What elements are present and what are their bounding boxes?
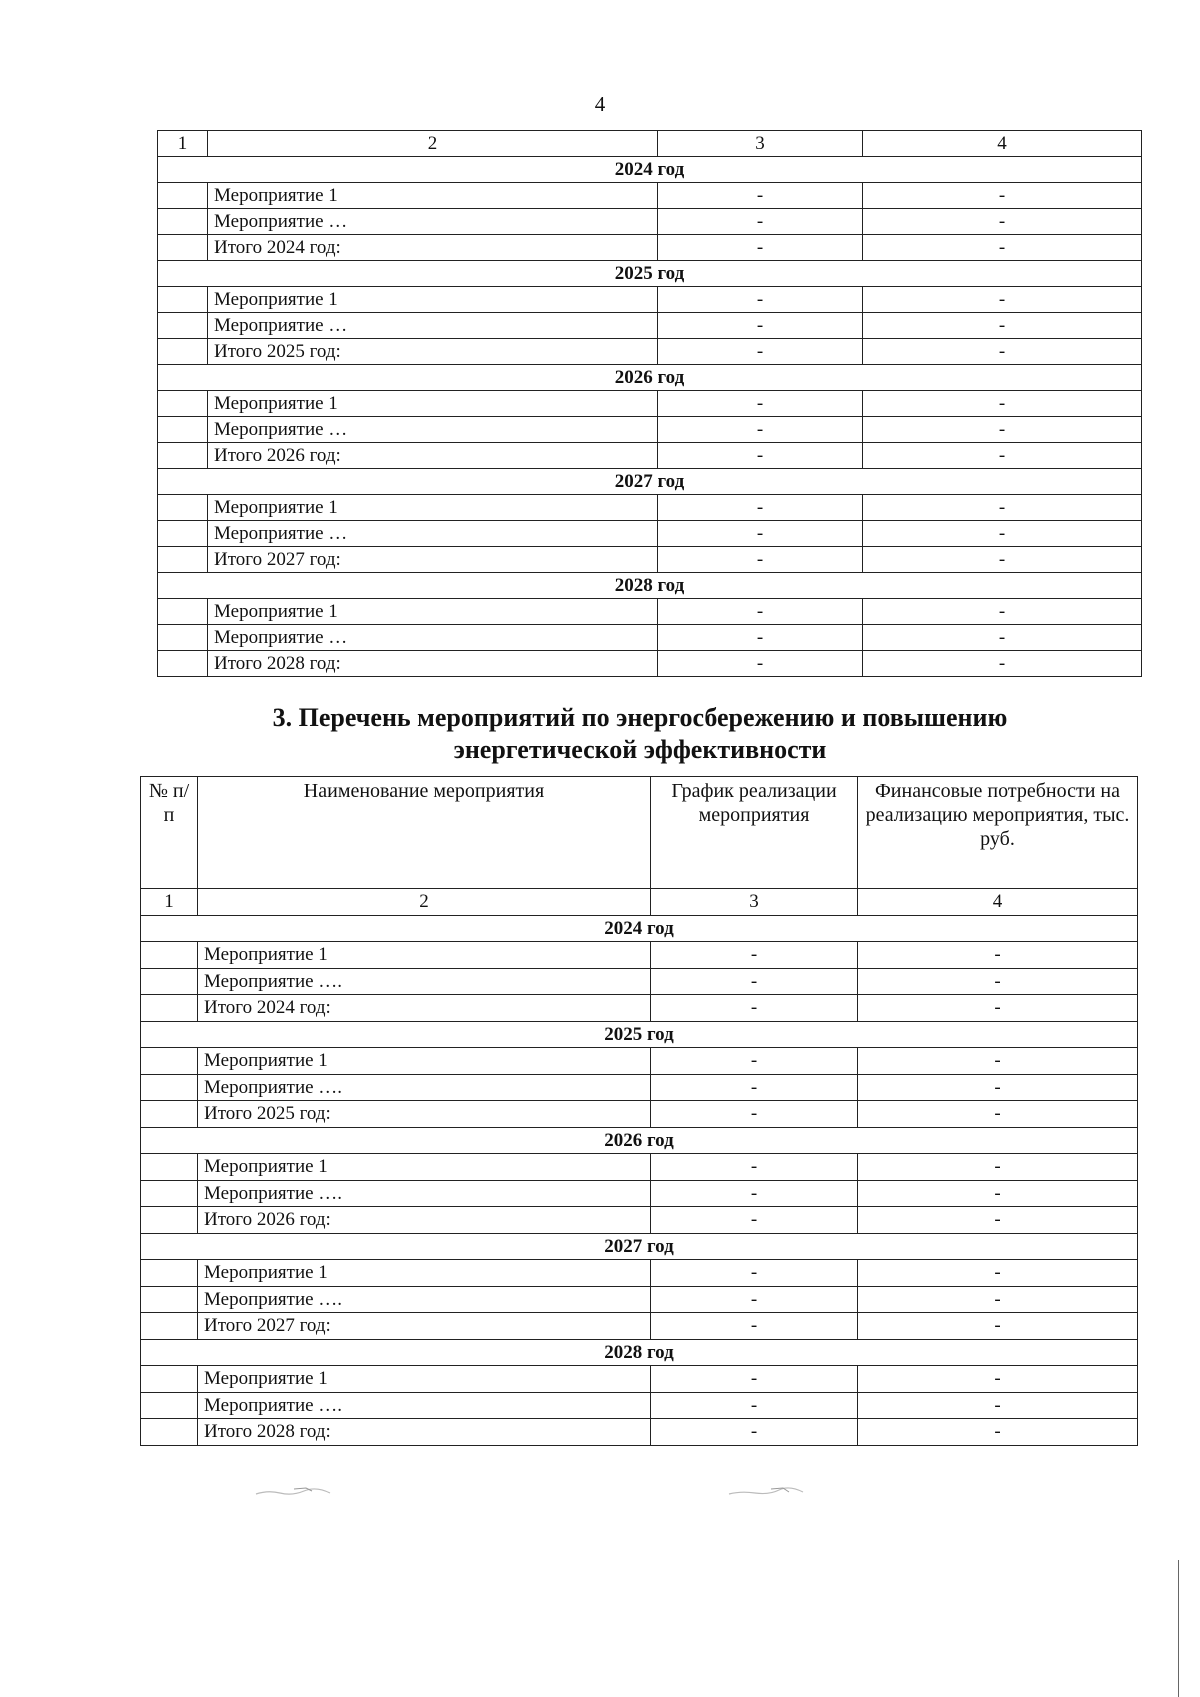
measure-name: Мероприятие 1 [198, 1366, 651, 1393]
total-schedule: - [651, 1313, 858, 1340]
measure-finance: - [858, 1392, 1138, 1419]
year-heading: 2026 год [141, 1127, 1138, 1154]
measure-name: Мероприятие … [208, 521, 658, 547]
measure-schedule: - [658, 599, 863, 625]
year-row [158, 261, 1142, 287]
column-number: 1 [158, 131, 208, 157]
measure-schedule: - [658, 183, 863, 209]
total-label: Итого 2024 год: [208, 235, 658, 261]
table-row [141, 1180, 1138, 1207]
total-finance: - [863, 443, 1142, 469]
measure-finance: - [858, 1180, 1138, 1207]
total-row [141, 1419, 1138, 1446]
table-row [141, 1392, 1138, 1419]
measure-name: Мероприятие …. [198, 1180, 651, 1207]
measure-name: Мероприятие 1 [208, 599, 658, 625]
total-finance: - [863, 651, 1142, 677]
total-schedule: - [658, 547, 863, 573]
year-heading: 2026 год [158, 365, 1142, 391]
row-number-cell [158, 391, 208, 417]
total-finance: - [858, 1419, 1138, 1446]
column-number: 2 [198, 889, 651, 916]
total-schedule: - [658, 651, 863, 677]
measure-name: Мероприятие 1 [208, 391, 658, 417]
year-row [158, 157, 1142, 183]
year-row [158, 469, 1142, 495]
measure-finance: - [858, 1286, 1138, 1313]
measure-schedule: - [651, 1154, 858, 1181]
measure-name: Мероприятие …. [198, 1392, 651, 1419]
measures-table-continued [157, 130, 1142, 677]
row-number-cell [141, 1180, 198, 1207]
row-number-cell [141, 1392, 198, 1419]
total-finance: - [858, 995, 1138, 1022]
total-row [158, 339, 1142, 365]
measure-schedule: - [651, 1366, 858, 1393]
total-row [158, 235, 1142, 261]
row-number-cell [158, 313, 208, 339]
measure-name: Мероприятие 1 [208, 287, 658, 313]
row-number-cell [158, 625, 208, 651]
scan-edge-line [1178, 1560, 1179, 1697]
year-row [141, 915, 1138, 942]
row-number-cell [158, 339, 208, 365]
table-row [158, 625, 1142, 651]
total-label: Итого 2028 год: [198, 1419, 651, 1446]
table-row [158, 313, 1142, 339]
total-schedule: - [651, 1101, 858, 1128]
section-heading [140, 702, 1140, 766]
measure-schedule: - [651, 1180, 858, 1207]
measure-schedule: - [658, 287, 863, 313]
measure-name: Мероприятие 1 [198, 1260, 651, 1287]
measure-name: Мероприятие 1 [208, 495, 658, 521]
total-label: Итого 2025 год: [198, 1101, 651, 1128]
measure-finance: - [858, 968, 1138, 995]
total-label: Итого 2026 год: [198, 1207, 651, 1234]
row-number-cell [158, 235, 208, 261]
measure-name: Мероприятие … [208, 625, 658, 651]
total-finance: - [858, 1101, 1138, 1128]
measure-schedule: - [658, 417, 863, 443]
total-label: Итого 2028 год: [208, 651, 658, 677]
total-label: Итого 2027 год: [198, 1313, 651, 1340]
measure-finance: - [863, 183, 1142, 209]
row-number-cell [158, 287, 208, 313]
measure-finance: - [858, 1366, 1138, 1393]
column-number: 4 [863, 131, 1142, 157]
measure-name: Мероприятие … [208, 209, 658, 235]
total-schedule: - [651, 1207, 858, 1234]
row-number-cell [158, 547, 208, 573]
measure-finance: - [858, 1154, 1138, 1181]
total-schedule: - [651, 995, 858, 1022]
measure-name: Мероприятие …. [198, 968, 651, 995]
total-schedule: - [658, 339, 863, 365]
row-number-cell [158, 495, 208, 521]
measure-finance: - [863, 521, 1142, 547]
header-schedule: График реализации мероприятия [651, 777, 858, 889]
measure-name: Мероприятие …. [198, 1074, 651, 1101]
total-label: Итого 2027 год: [208, 547, 658, 573]
total-row [158, 651, 1142, 677]
measure-finance: - [863, 599, 1142, 625]
measure-schedule: - [651, 1392, 858, 1419]
total-row [141, 1101, 1138, 1128]
total-row [141, 1207, 1138, 1234]
measure-finance: - [858, 1048, 1138, 1075]
measure-schedule: - [658, 391, 863, 417]
measure-schedule: - [658, 209, 863, 235]
measure-schedule: - [651, 942, 858, 969]
measure-finance: - [863, 313, 1142, 339]
measure-finance: - [863, 417, 1142, 443]
year-heading: 2025 год [158, 261, 1142, 287]
row-number-cell [141, 995, 198, 1022]
section-heading-line: энергетической эффективности [453, 735, 827, 764]
column-number: 2 [208, 131, 658, 157]
measure-name: Мероприятие …. [198, 1286, 651, 1313]
row-number-cell [141, 1286, 198, 1313]
header-finance: Финансовые потребности на реализацию мероприятия, тыс. руб. [858, 777, 1138, 889]
measure-schedule: - [651, 1048, 858, 1075]
total-finance: - [863, 339, 1142, 365]
total-label: Итого 2026 год: [208, 443, 658, 469]
column-number: 3 [651, 889, 858, 916]
year-heading: 2028 год [158, 573, 1142, 599]
year-row [141, 1021, 1138, 1048]
year-row [158, 365, 1142, 391]
header-name: Наименование мероприятия [198, 777, 651, 889]
year-heading: 2027 год [158, 469, 1142, 495]
row-number-cell [158, 209, 208, 235]
measure-finance: - [858, 1074, 1138, 1101]
row-number-cell [141, 942, 198, 969]
row-number-cell [141, 1366, 198, 1393]
measure-finance: - [863, 391, 1142, 417]
row-number-cell [141, 1313, 198, 1340]
measure-schedule: - [658, 313, 863, 339]
table-row [158, 417, 1142, 443]
measure-finance: - [863, 209, 1142, 235]
total-row [141, 995, 1138, 1022]
total-row [158, 547, 1142, 573]
table-row [158, 183, 1142, 209]
row-number-cell [158, 651, 208, 677]
column-number-row [158, 131, 1142, 157]
year-heading: 2025 год [141, 1021, 1138, 1048]
measure-name: Мероприятие … [208, 313, 658, 339]
measure-finance: - [863, 495, 1142, 521]
scan-smudge-mark [727, 1484, 807, 1498]
row-number-cell [141, 1048, 198, 1075]
measure-name: Мероприятие 1 [198, 1154, 651, 1181]
header-row [141, 777, 1138, 889]
row-number-cell [158, 521, 208, 547]
year-heading: 2024 год [158, 157, 1142, 183]
measure-finance: - [858, 942, 1138, 969]
table-row [141, 942, 1138, 969]
year-heading: 2024 год [141, 915, 1138, 942]
row-number-cell [158, 599, 208, 625]
scan-smudge-mark [254, 1484, 334, 1498]
year-row [141, 1127, 1138, 1154]
row-number-cell [141, 1419, 198, 1446]
table-row [141, 1260, 1138, 1287]
total-label: Итого 2024 год: [198, 995, 651, 1022]
total-schedule: - [651, 1419, 858, 1446]
total-finance: - [863, 547, 1142, 573]
table-row [141, 1154, 1138, 1181]
table-row [141, 1286, 1138, 1313]
measure-finance: - [858, 1260, 1138, 1287]
table-row [158, 287, 1142, 313]
measure-finance: - [863, 287, 1142, 313]
column-number: 3 [658, 131, 863, 157]
measure-name: Мероприятие … [208, 417, 658, 443]
total-row [158, 443, 1142, 469]
row-number-cell [141, 1154, 198, 1181]
year-row [158, 573, 1142, 599]
page-number: 4 [594, 92, 606, 116]
year-row [141, 1339, 1138, 1366]
total-finance: - [858, 1207, 1138, 1234]
total-schedule: - [658, 443, 863, 469]
column-number: 4 [858, 889, 1138, 916]
row-number-cell [158, 443, 208, 469]
row-number-cell [141, 1207, 198, 1234]
measure-schedule: - [651, 1260, 858, 1287]
measure-name: Мероприятие 1 [198, 942, 651, 969]
column-number-row [141, 889, 1138, 916]
table-row [158, 599, 1142, 625]
section-heading-line: 3. Перечень мероприятий по энергосбережению и повышению [272, 703, 1008, 732]
total-label: Итого 2025 год: [208, 339, 658, 365]
table-row [141, 1074, 1138, 1101]
year-row [141, 1233, 1138, 1260]
total-finance: - [863, 235, 1142, 261]
row-number-cell [141, 1260, 198, 1287]
measure-schedule: - [658, 495, 863, 521]
header-number: № п/п [141, 777, 198, 889]
measure-schedule: - [658, 625, 863, 651]
table-row [158, 521, 1142, 547]
year-heading: 2027 год [141, 1233, 1138, 1260]
total-schedule: - [658, 235, 863, 261]
table-row [158, 495, 1142, 521]
row-number-cell [141, 1074, 198, 1101]
measure-name: Мероприятие 1 [198, 1048, 651, 1075]
total-row [141, 1313, 1138, 1340]
column-number: 1 [141, 889, 198, 916]
year-heading: 2028 год [141, 1339, 1138, 1366]
measure-schedule: - [651, 968, 858, 995]
row-number-cell [141, 1101, 198, 1128]
row-number-cell [141, 968, 198, 995]
measure-schedule: - [658, 521, 863, 547]
measure-name: Мероприятие 1 [208, 183, 658, 209]
row-number-cell [158, 417, 208, 443]
row-number-cell [158, 183, 208, 209]
energy-saving-measures-table [140, 776, 1138, 1446]
measure-finance: - [863, 625, 1142, 651]
table-row [141, 1048, 1138, 1075]
table-row [141, 1366, 1138, 1393]
measure-schedule: - [651, 1074, 858, 1101]
table-row [141, 968, 1138, 995]
table-row [158, 391, 1142, 417]
table-row [158, 209, 1142, 235]
total-finance: - [858, 1313, 1138, 1340]
measure-schedule: - [651, 1286, 858, 1313]
